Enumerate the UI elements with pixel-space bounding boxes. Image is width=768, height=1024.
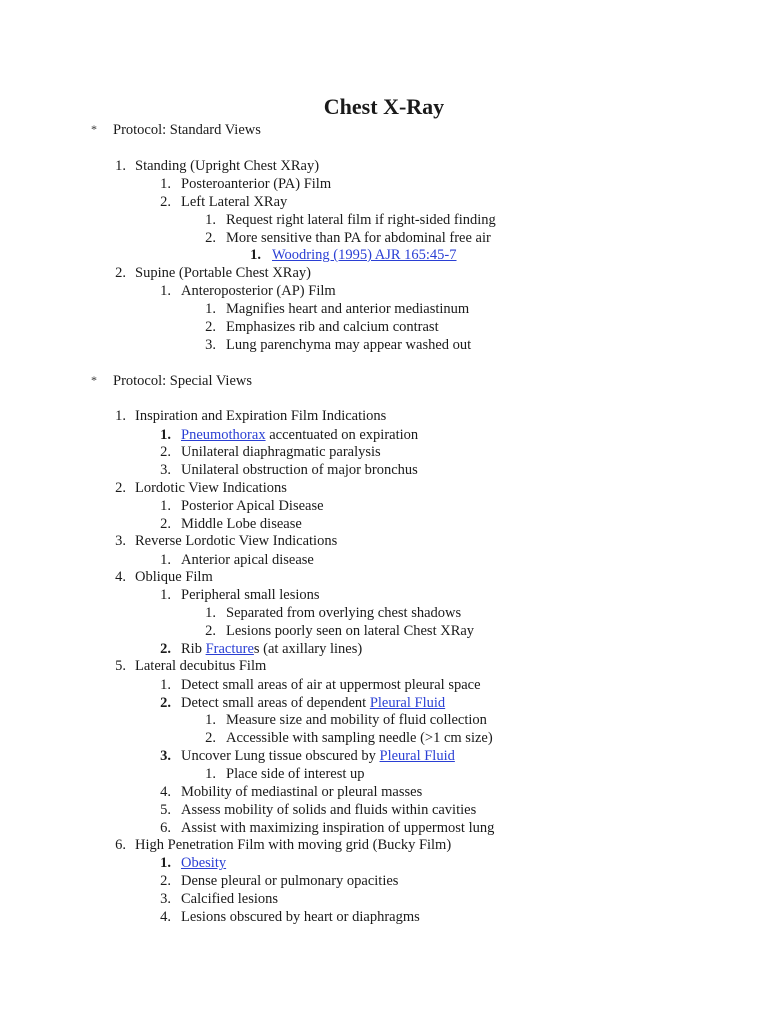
list-number: 2.: [160, 641, 171, 657]
page-title: Chest X-Ray: [323, 94, 445, 119]
section-heading-standard-views: Protocol: Standard Views: [113, 122, 261, 138]
pleural-fluid-link[interactable]: Pleural Fluid: [369, 695, 446, 711]
list-item: Calcified lesions: [181, 891, 279, 907]
list-number: 2.: [205, 730, 216, 746]
list-number: 1.: [160, 283, 171, 299]
list-number: 1.: [160, 677, 171, 693]
list-number: 1.: [160, 498, 171, 514]
list-number: 2.: [160, 695, 171, 711]
list-number: 6.: [160, 820, 171, 836]
list-item: Mobility of mediastinal or pleural masses: [181, 784, 423, 800]
list-item: Peripheral small lesions: [181, 587, 320, 603]
list-item: Middle Lobe disease: [181, 516, 302, 532]
list-item: Lateral decubitus Film: [135, 658, 267, 674]
list-item: Magnifies heart and anterior mediastinum: [226, 301, 470, 317]
list-item-text: s (at axillary lines): [253, 641, 363, 657]
list-number: 1.: [205, 212, 216, 228]
list-number: 1.: [160, 552, 171, 568]
list-item: Accessible with sampling needle (>1 cm size): [226, 730, 493, 746]
list-item: Anterior apical disease: [181, 552, 314, 568]
list-item: Assess mobility of solids and fluids within cavities: [181, 802, 477, 818]
list-number: 1.: [205, 605, 216, 621]
list-item-text: Rib: [181, 641, 206, 657]
list-number: 3.: [160, 462, 171, 478]
section-bullet-icon: *: [91, 373, 97, 387]
list-item: [272, 246, 457, 264]
list-number: 1.: [160, 587, 171, 603]
list-item: Detect small areas of air at uppermost pleural space: [181, 677, 481, 693]
list-item: [181, 426, 418, 444]
list-item: Dense pleural or pulmonary opacities: [181, 873, 399, 889]
woodring-reference-link[interactable]: Woodring (1995) AJR 165:45-7: [272, 247, 457, 263]
section-bullet-icon: *: [91, 122, 97, 136]
list-number: 2.: [115, 480, 126, 496]
list-item: More sensitive than PA for abdominal free air: [226, 230, 491, 246]
list-item: Emphasizes rib and calcium contrast: [226, 319, 439, 335]
list-item: Separated from overlying chest shadows: [226, 605, 462, 621]
list-number: 1.: [160, 176, 171, 192]
list-number: 4.: [115, 569, 126, 585]
list-item: Unilateral obstruction of major bronchus: [181, 462, 418, 478]
list-item: [181, 640, 362, 658]
list-number: 2.: [115, 265, 126, 281]
list-number: 2.: [205, 230, 216, 246]
list-number: 5.: [160, 802, 171, 818]
list-number: 3.: [160, 891, 171, 907]
list-item: Left Lateral XRay: [181, 194, 288, 210]
list-item: Measure size and mobility of fluid collection: [226, 712, 487, 728]
list-number: 3.: [205, 337, 216, 353]
list-item: Lordotic View Indications: [135, 480, 287, 496]
list-number: 1.: [250, 247, 261, 263]
list-number: 2.: [205, 623, 216, 639]
list-item: Supine (Portable Chest XRay): [135, 265, 311, 281]
list-item: Place side of interest up: [226, 766, 365, 782]
list-item: Assist with maximizing inspiration of uppermost lung: [181, 820, 495, 836]
list-number: 2.: [160, 516, 171, 532]
obesity-link[interactable]: Obesity: [181, 855, 227, 871]
list-number: 5.: [115, 658, 126, 674]
list-number: 3.: [160, 748, 171, 764]
list-item: [181, 747, 455, 765]
list-number: 4.: [160, 909, 171, 925]
list-number: 1.: [115, 408, 126, 424]
section-heading-special-views: Protocol: Special Views: [113, 373, 253, 389]
list-number: 1.: [205, 766, 216, 782]
list-item: Posterior Apical Disease: [181, 498, 324, 514]
list-item: [181, 854, 226, 872]
list-item-text: accentuated on expiration: [265, 427, 419, 443]
list-item: Reverse Lordotic View Indications: [135, 533, 338, 549]
list-number: 1.: [205, 301, 216, 317]
list-item: High Penetration Film with moving grid (Bucky Film): [135, 837, 452, 853]
list-number: 2.: [160, 444, 171, 460]
list-item-text: Detect small areas of dependent: [181, 695, 370, 711]
list-number: 1.: [115, 158, 126, 174]
list-item: Anteroposterior (AP) Film: [181, 283, 336, 299]
list-number: 1.: [160, 427, 171, 443]
list-number: 2.: [205, 319, 216, 335]
list-item: Standing (Upright Chest XRay): [135, 158, 320, 174]
list-item: Posteroanterior (PA) Film: [181, 176, 332, 192]
list-number: 2.: [160, 873, 171, 889]
pleural-fluid-link[interactable]: Pleural Fluid: [379, 748, 455, 764]
list-number: 6.: [115, 837, 126, 853]
list-number: 2.: [160, 194, 171, 210]
list-number: 1.: [205, 712, 216, 728]
list-number: 1.: [160, 855, 171, 871]
list-number: 3.: [115, 533, 126, 549]
list-item: Inspiration and Expiration Film Indications: [135, 408, 387, 424]
list-item: Lung parenchyma may appear washed out: [226, 337, 472, 353]
list-item-text: Uncover Lung tissue obscured by: [181, 748, 380, 764]
list-number: 4.: [160, 784, 171, 800]
list-item: Lesions obscured by heart or diaphragms: [181, 909, 420, 925]
list-item: Lesions poorly seen on lateral Chest XRay: [226, 623, 475, 639]
pneumothorax-link[interactable]: Pneumothorax: [181, 427, 266, 443]
list-item: Oblique Film: [135, 569, 213, 585]
list-item: [181, 694, 445, 712]
fracture-link[interactable]: Fracture: [205, 641, 254, 657]
list-item: Unilateral diaphragmatic paralysis: [181, 444, 381, 460]
list-item: Request right lateral film if right-sided finding: [226, 212, 496, 228]
